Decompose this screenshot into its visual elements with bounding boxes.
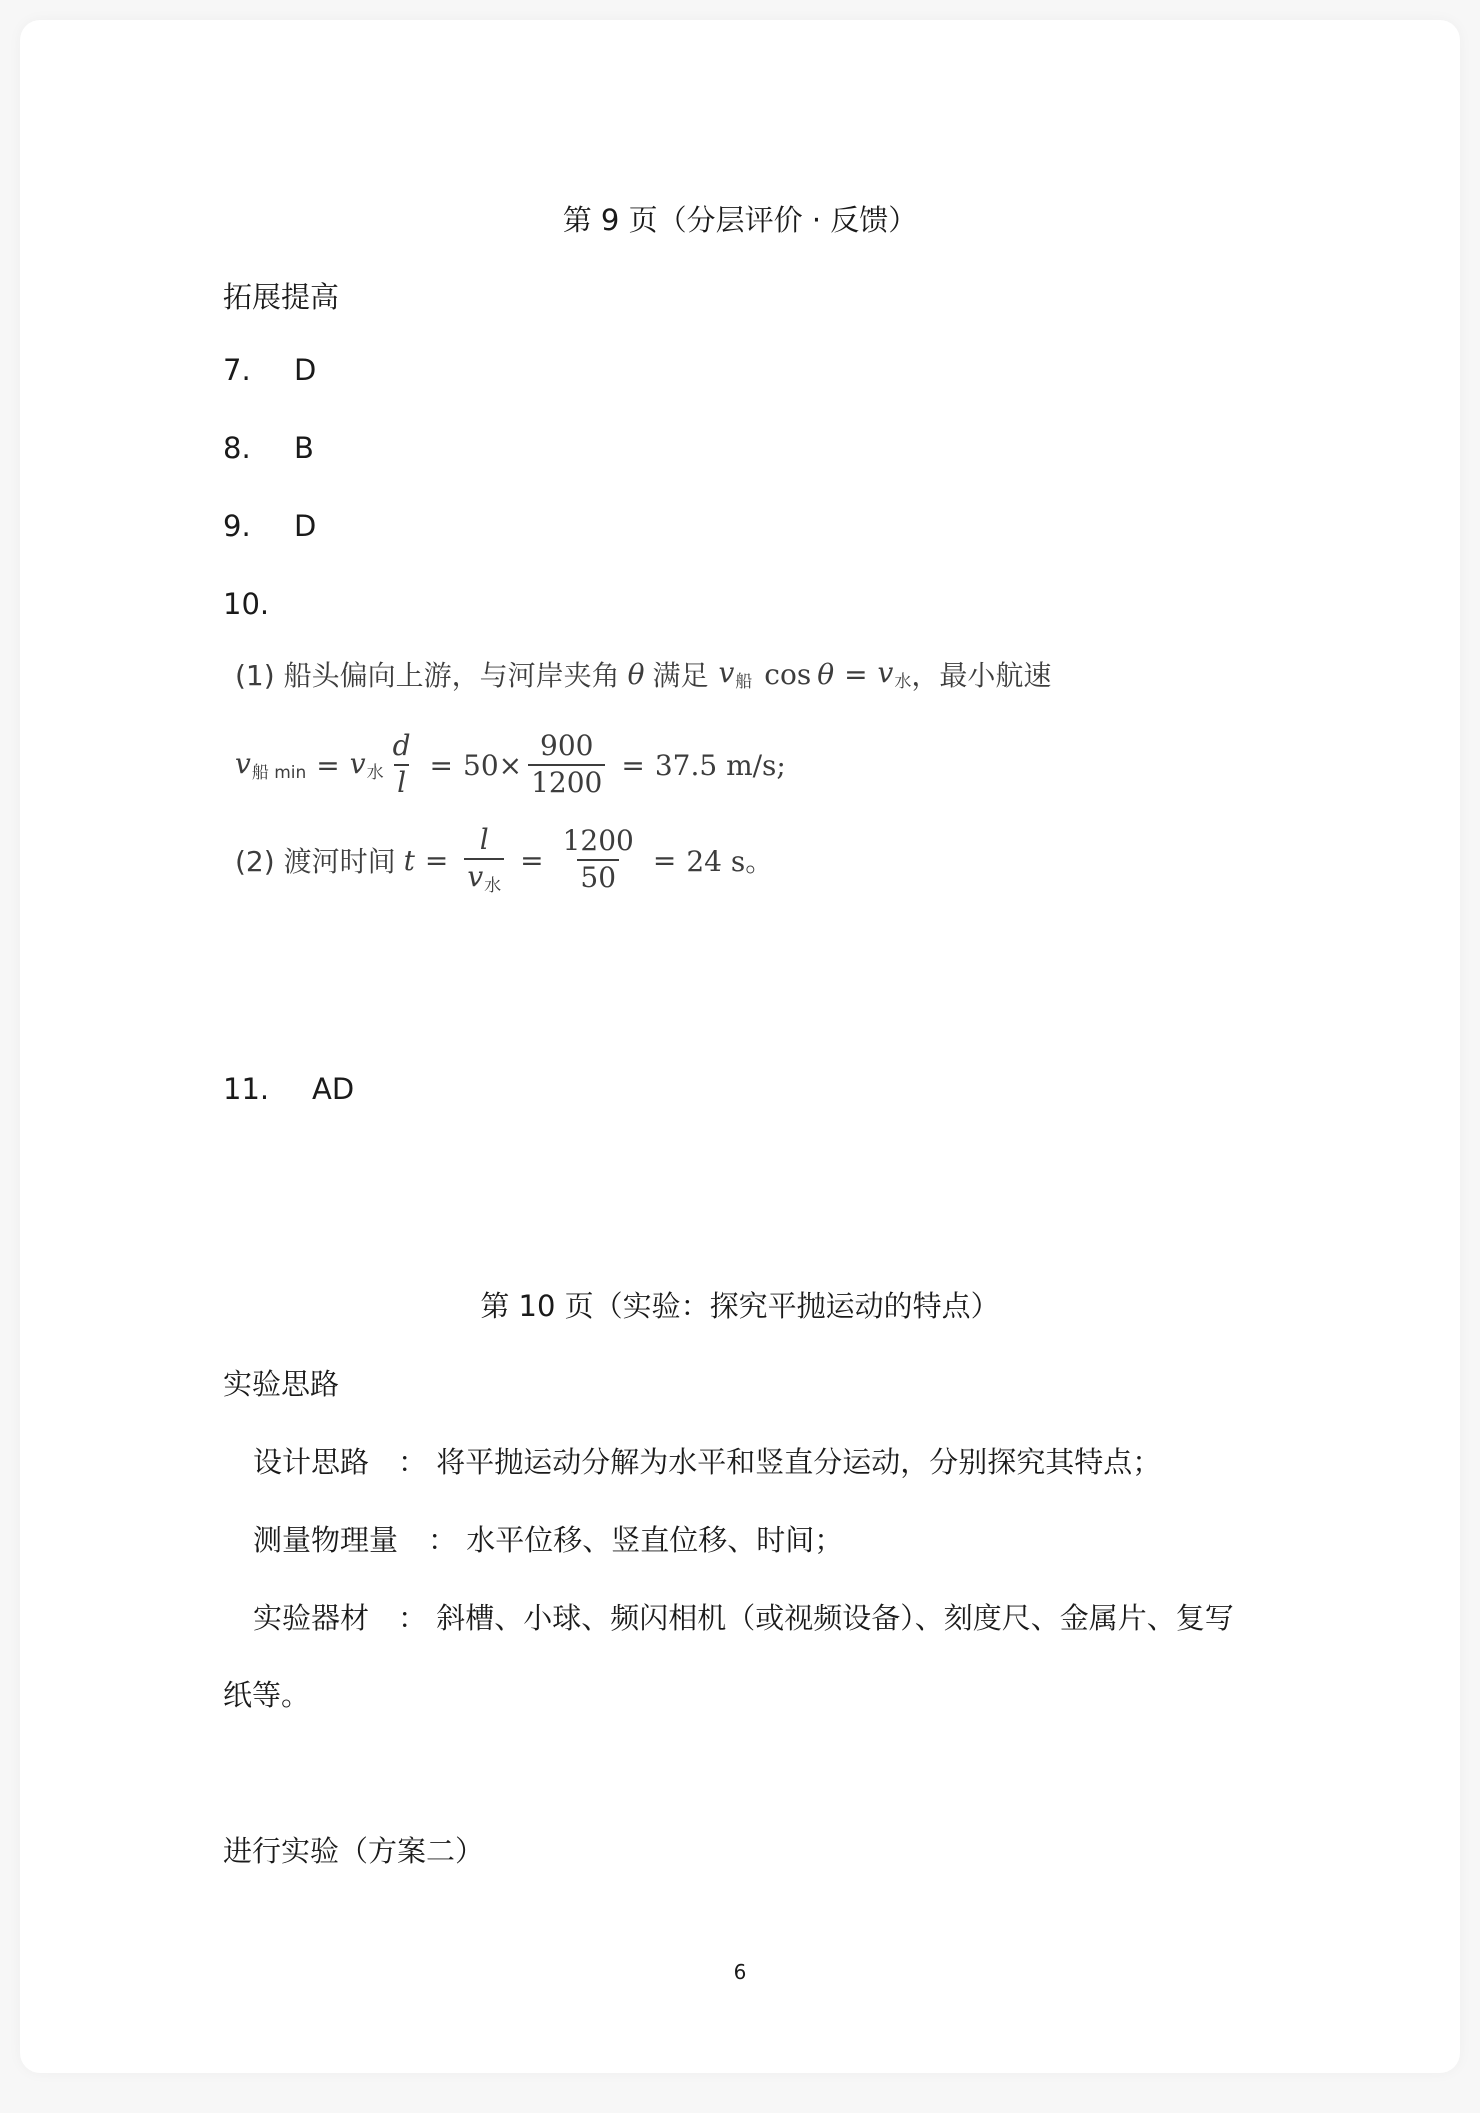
cos-symbol: cos (764, 657, 812, 691)
fraction-numerator-900: 900 (540, 729, 594, 763)
result-time: 24 s。 (686, 845, 774, 878)
min-speed-label: ，最小航速 (911, 659, 1052, 692)
q10-formula-line (235, 723, 786, 807)
v-symbol: v (718, 656, 735, 689)
answer-number-7: 7. (223, 353, 251, 387)
item-label-equipment: 实验器材 (253, 1601, 370, 1635)
fraction-900-over-1200 (528, 731, 605, 799)
fraction-numerator-l: l (479, 822, 489, 856)
equals-sign: = (844, 657, 868, 691)
equals-sign-7: = (652, 843, 677, 877)
q10-part1-label: (1) 船头偏向上游，与河岸夹角 (235, 659, 620, 692)
section-title-page10: 第 10 页（实验：探究平抛运动的特点） (480, 1289, 1000, 1323)
fraction-d-over-l (390, 731, 414, 799)
water-subscript: 水 (894, 672, 912, 692)
item-text-equipment: ： 斜槽、小球、频闪相机（或视频设备）、刻度尺、金属片、复写 (398, 1601, 1234, 1635)
section-title-page9: 第 9 页（分层评价 · 反馈） (562, 203, 918, 237)
subheading-experiment-idea: 实验思路 (223, 1367, 340, 1401)
satisfy-label: 满足 (652, 659, 709, 692)
answer-value-9: D (294, 509, 317, 543)
q10-part2-line (235, 818, 773, 902)
fraction-numerator-d: d (392, 729, 411, 763)
page-number: 6 (733, 1960, 747, 1984)
answer-value-8: B (294, 431, 314, 465)
item-text-design-idea: ： 将平抛运动分解为水平和竖直分运动，分别探究其特点； (398, 1445, 1162, 1479)
item-text-measured-quantities: ： 水平位移、竖直位移、时间； (428, 1523, 844, 1557)
document-page (20, 20, 1460, 2073)
fraction-l-over-v (464, 822, 504, 896)
v-symbol-4: v (349, 747, 366, 780)
equals-sign-3: = (429, 748, 453, 782)
answer-number-8: 8. (223, 431, 251, 465)
fraction-denominator-1200: 1200 (528, 764, 605, 799)
q10-part1-line (235, 652, 1051, 696)
boat-min-subscript: 船 min (251, 763, 307, 783)
answer-value-7: D (294, 353, 317, 387)
answer-number-10: 10. (223, 587, 270, 621)
fraction-denominator-v: v (467, 859, 484, 893)
fraction-1200-over-50 (560, 826, 637, 894)
equals-sign-5: = (424, 843, 449, 877)
fifty-times: 50× (463, 748, 523, 782)
subheading-extension: 拓展提高 (223, 280, 340, 314)
t-symbol: t (403, 843, 415, 877)
equipment-continuation: 纸等。 (223, 1678, 311, 1712)
item-label-design-idea: 设计思路 (253, 1445, 370, 1479)
answer-number-11: 11. (223, 1072, 270, 1106)
fraction-numerator-1200: 1200 (562, 824, 634, 858)
q10-part2-label: (2) 渡河时间 (235, 845, 396, 878)
fraction-denominator-l: l (394, 764, 409, 799)
water-subscript-3: 水 (484, 875, 502, 896)
theta-symbol-2: θ (817, 657, 835, 691)
equals-sign-6: = (520, 843, 544, 877)
result-speed: 37.5 m/s; (654, 748, 786, 782)
equals-sign-4: = (621, 748, 645, 782)
answer-value-11: AD (312, 1072, 355, 1106)
fraction-denominator-50: 50 (577, 859, 619, 894)
water-subscript-2: 水 (366, 763, 384, 783)
subheading-conduct-experiment: 进行实验（方案二） (223, 1834, 485, 1868)
v-symbol-2: v (877, 656, 894, 689)
v-symbol-3: v (235, 747, 251, 780)
answer-number-9: 9. (223, 509, 251, 543)
item-label-measured-quantities: 测量物理量 (253, 1523, 399, 1557)
equals-sign-2: = (316, 748, 340, 782)
boat-subscript: 船 (735, 672, 753, 692)
theta-symbol: θ (627, 657, 645, 691)
